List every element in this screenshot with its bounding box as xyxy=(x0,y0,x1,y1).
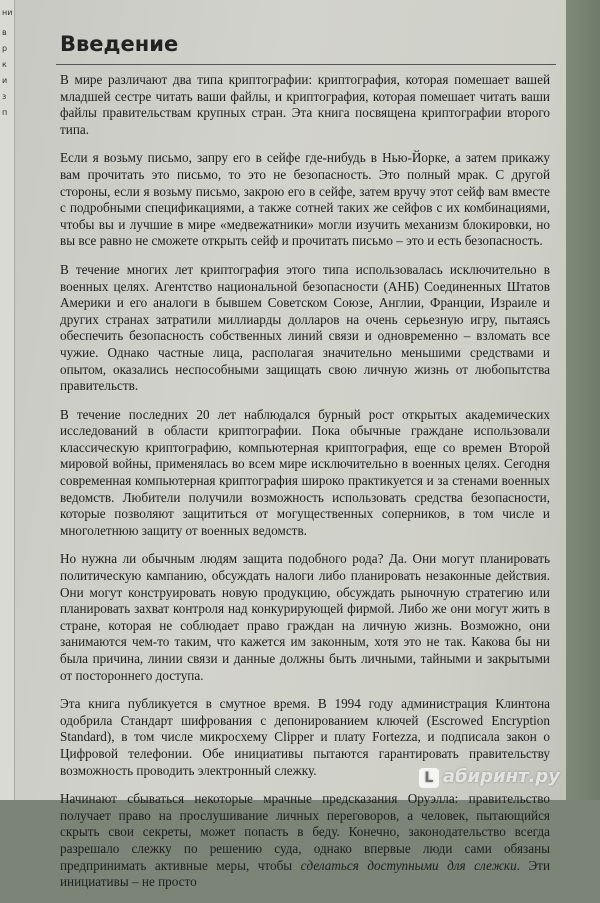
paragraph: Но нужна ли обычным людям защита подобного рода? Да. Они могут планировать политическую кампанию, обсуждать налоги либо планировать незаконные действия. Они могут конструировать новую продукцию, обсуждать рыночную стратегию или планировать захват контроля над конкурирующей фирмой. Либо же они могут жить в стране, которая не соблюдает право граждан на личную жизнь. Возможно, они занимаются чем-то таким, что кажется им законным, хотя это не так. Какова бы ни была причина, линии связи и данные должны быть личными, тайными и закрытыми от постороннего доступа. xyxy=(60,551,550,683)
previous-page-edge xyxy=(0,0,15,800)
paragraph-text: Начинают сбываться некоторые мрачные предсказания Оруэлла: правительство получает право на прослушивание личных переговоров, а человек, пытающийся скрыть свои секреты, может попасть в беду. Конечно, законодательство всегда разрешало слежку по решению суда, однако впервые люди сами обязаны предпринимать активные меры, чтобы xyxy=(60,791,550,873)
margin-mark: р xyxy=(2,44,8,53)
paragraph: В мире различают два типа криптографии: криптография, которая помешает вашей младшей сестре читать ваши файлы, и криптография, которая помешает читать ваши файлы правительствам крупных стран. Эта книга посвящена криптографии второго типа. xyxy=(60,72,550,137)
paragraph: Если я возьму письмо, запру его в сейфе где-нибудь в Нью-Йорке, а затем прикажу вам прочитать это письмо, то это не безопасность. Это полный мрак. С другой стороны, если я возьму письмо, закрою его в сейфе, затем вручу этот сейф вам вместе с подробными спецификациями, а также сотней таких же сейфов с их комбинациями, чтобы вы и лучшие в мире «медвежатники» могли изучить механизм блокировки, но вы все равно не сможете открыть сейф и прочитать письмо – это и есть безопасность. xyxy=(60,150,550,249)
title-rule xyxy=(56,64,556,65)
paragraph: В течение многих лет криптография этого типа использовалась исключительно в военных целях. Агентство национальной безопасности (АНБ) Соединенных Штатов Америки и его аналоги в бывшем Советском Союзе, Англии, Франции, Израиле и других странах затратили миллиарды долларов на очень серьезную игру, пытаясь обеспечить безопасность собственных линий связи и одновременно – взломать все чужие. Однако частные лица, располагая значительно меньшими средствами и опытом, оказались неспособными защищать свою личную жизнь от любопытства правительств. xyxy=(60,261,550,394)
background-edge xyxy=(566,0,600,800)
paragraph-text: . Эти инициативы – не просто xyxy=(60,857,550,890)
margin-mark: к xyxy=(2,60,7,69)
chapter-title: Введение xyxy=(60,32,179,56)
margin-mark: п xyxy=(2,108,8,117)
margin-mark: и xyxy=(2,76,8,85)
margin-mark: ни xyxy=(2,8,13,17)
paragraph: В течение последних 20 лет наблюдался бурный рост открытых академических исследований в области криптографии. Пока обычные граждане использовали классическую криптографию, компьютерная криптография, еще со времен Второй мировой войны, применялась во всем мире исключительно в военных целях. Сегодня современная компьютерная криптография широко практикуется и за стенами военных ведомств. Любители получили возможность использовать средства безопасности, которые позволяют защититься от могущественных соперников, в том числе и многолетнюю защиту от военных ведомств. xyxy=(60,406,550,538)
margin-mark: в xyxy=(2,28,7,37)
margin-mark: з xyxy=(2,92,7,101)
emphasis-text: сделаться доступными для слежки xyxy=(300,857,517,873)
labirint-logo-icon: L xyxy=(419,768,439,788)
paragraph: Эта книга публикуется в смутное время. В 1994 году администрация Клинтона одобрила Стандарт шифрования с депонированием ключей (Escrowed Encryption Standard), в том числе микросхему Clipper и плату Fortezza, и подписала закон о Цифровой телефонии. Обе инициативы пытаются гарантировать правительству возможность проводить электронный слежку. xyxy=(60,696,550,778)
paragraph xyxy=(60,791,550,891)
labirint-watermark xyxy=(419,766,560,788)
watermark-text: абиринт.ру xyxy=(442,766,560,787)
